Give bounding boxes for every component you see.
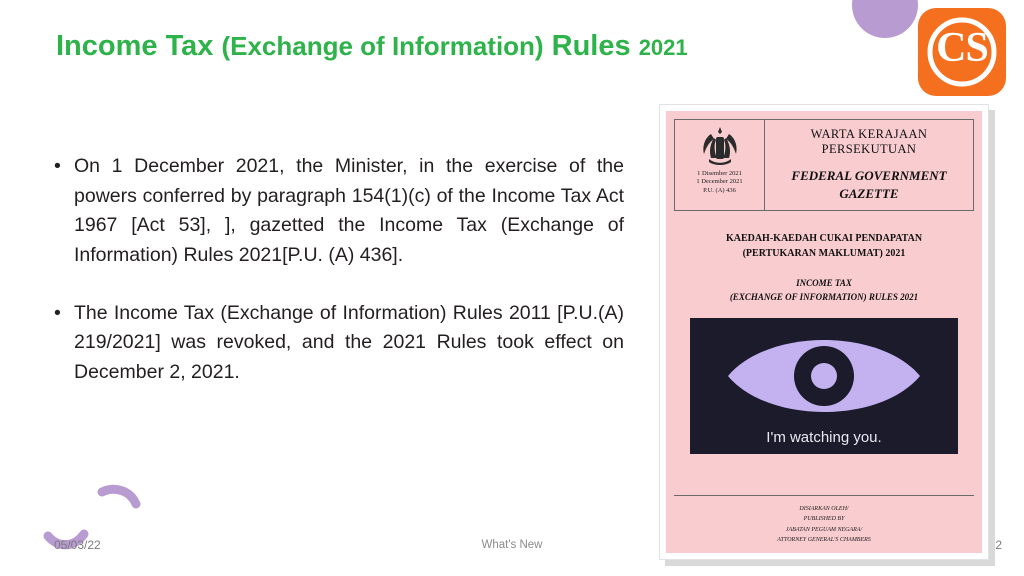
bullet-marker-icon: • xyxy=(54,155,61,177)
gazette-page xyxy=(666,111,982,553)
gazette-masthead-left xyxy=(675,120,765,210)
gazette-footer-line-4: ATTORNEY GENERAL'S CHAMBERS xyxy=(777,536,871,543)
bullet-text: On 1 December 2021, the Minister, in the exercise of the powers conferred by paragraph 154(1)(c) of the Income Tax Act 1967 [Act 53], ], gazetted the Income Tax (Exchange of Information) Rules 2021[P.U. (A) 436]. xyxy=(74,155,624,266)
page-title-part-3: Rules xyxy=(543,30,639,62)
gazette-federal-title xyxy=(791,167,946,202)
gazette-malay-line-2: (PERTUKARAN MAKLUMAT) 2021 xyxy=(742,248,906,259)
gazette-footer-line-1: DISIARKAN OLEH/ xyxy=(799,506,849,513)
page-title-part-2: (Exchange of Information) xyxy=(221,31,544,61)
gazette-english-title xyxy=(674,277,974,304)
gazette-malay-line-1: KAEDAH-KAEDAH CUKAI PENDAPATAN xyxy=(725,233,923,244)
page-title-part-1: Income Tax xyxy=(56,30,222,62)
gazette-warta-title: WARTA KERAJAAN PERSEKUTUAN xyxy=(810,127,928,157)
footer-date: 05/03/22 xyxy=(54,538,101,552)
bullet-text: The Income Tax (Exchange of Information) Rules 2011 [P.U.(A) 219/2021] was revoked, and the 2021 Rules took effect on December 2, 2021. xyxy=(74,301,624,383)
gazette-footer xyxy=(674,495,974,545)
gazette-english-line-2: (EXCHANGE OF INFORMATION) RULES 2021 xyxy=(729,291,919,302)
page-title xyxy=(56,30,688,63)
list-item xyxy=(52,152,624,271)
gazette-english-line-1: INCOME TAX xyxy=(796,278,852,288)
gazette-masthead-right xyxy=(765,120,973,210)
gazette-image xyxy=(659,104,989,560)
list-item xyxy=(52,299,624,388)
bullet-marker-icon: • xyxy=(54,301,61,324)
gazette-footer-line-3: JABATAN PEGUAM NEGARA/ xyxy=(785,526,863,533)
eye-icon xyxy=(724,334,924,418)
footer-title: What's New xyxy=(481,539,543,551)
logo xyxy=(918,8,1006,96)
gazette-dateline: 1 Disember 2021 1 December 2021 P.U. (A) 436 xyxy=(696,170,743,194)
gazette-federal-line-1: FEDERAL GOVERNMENT xyxy=(791,168,947,184)
coat-of-arms-icon xyxy=(697,124,743,168)
gazette-malay-title xyxy=(674,231,974,261)
logo-text: CS xyxy=(936,25,988,71)
gazette-federal-line-2: GAZETTE xyxy=(839,186,899,201)
gazette-footer-line-2: PUBLISHED BY xyxy=(803,516,845,523)
watching-eye-panel xyxy=(690,318,958,454)
gazette-masthead xyxy=(674,119,974,211)
eye-caption: I'm watching you. xyxy=(766,429,882,446)
decorative-circle-icon xyxy=(852,0,918,38)
bullet-list xyxy=(52,152,624,415)
page-title-part-4: 2021 xyxy=(638,35,688,60)
gazette-body xyxy=(674,211,974,454)
footer-page-number: 2 xyxy=(995,538,1002,552)
